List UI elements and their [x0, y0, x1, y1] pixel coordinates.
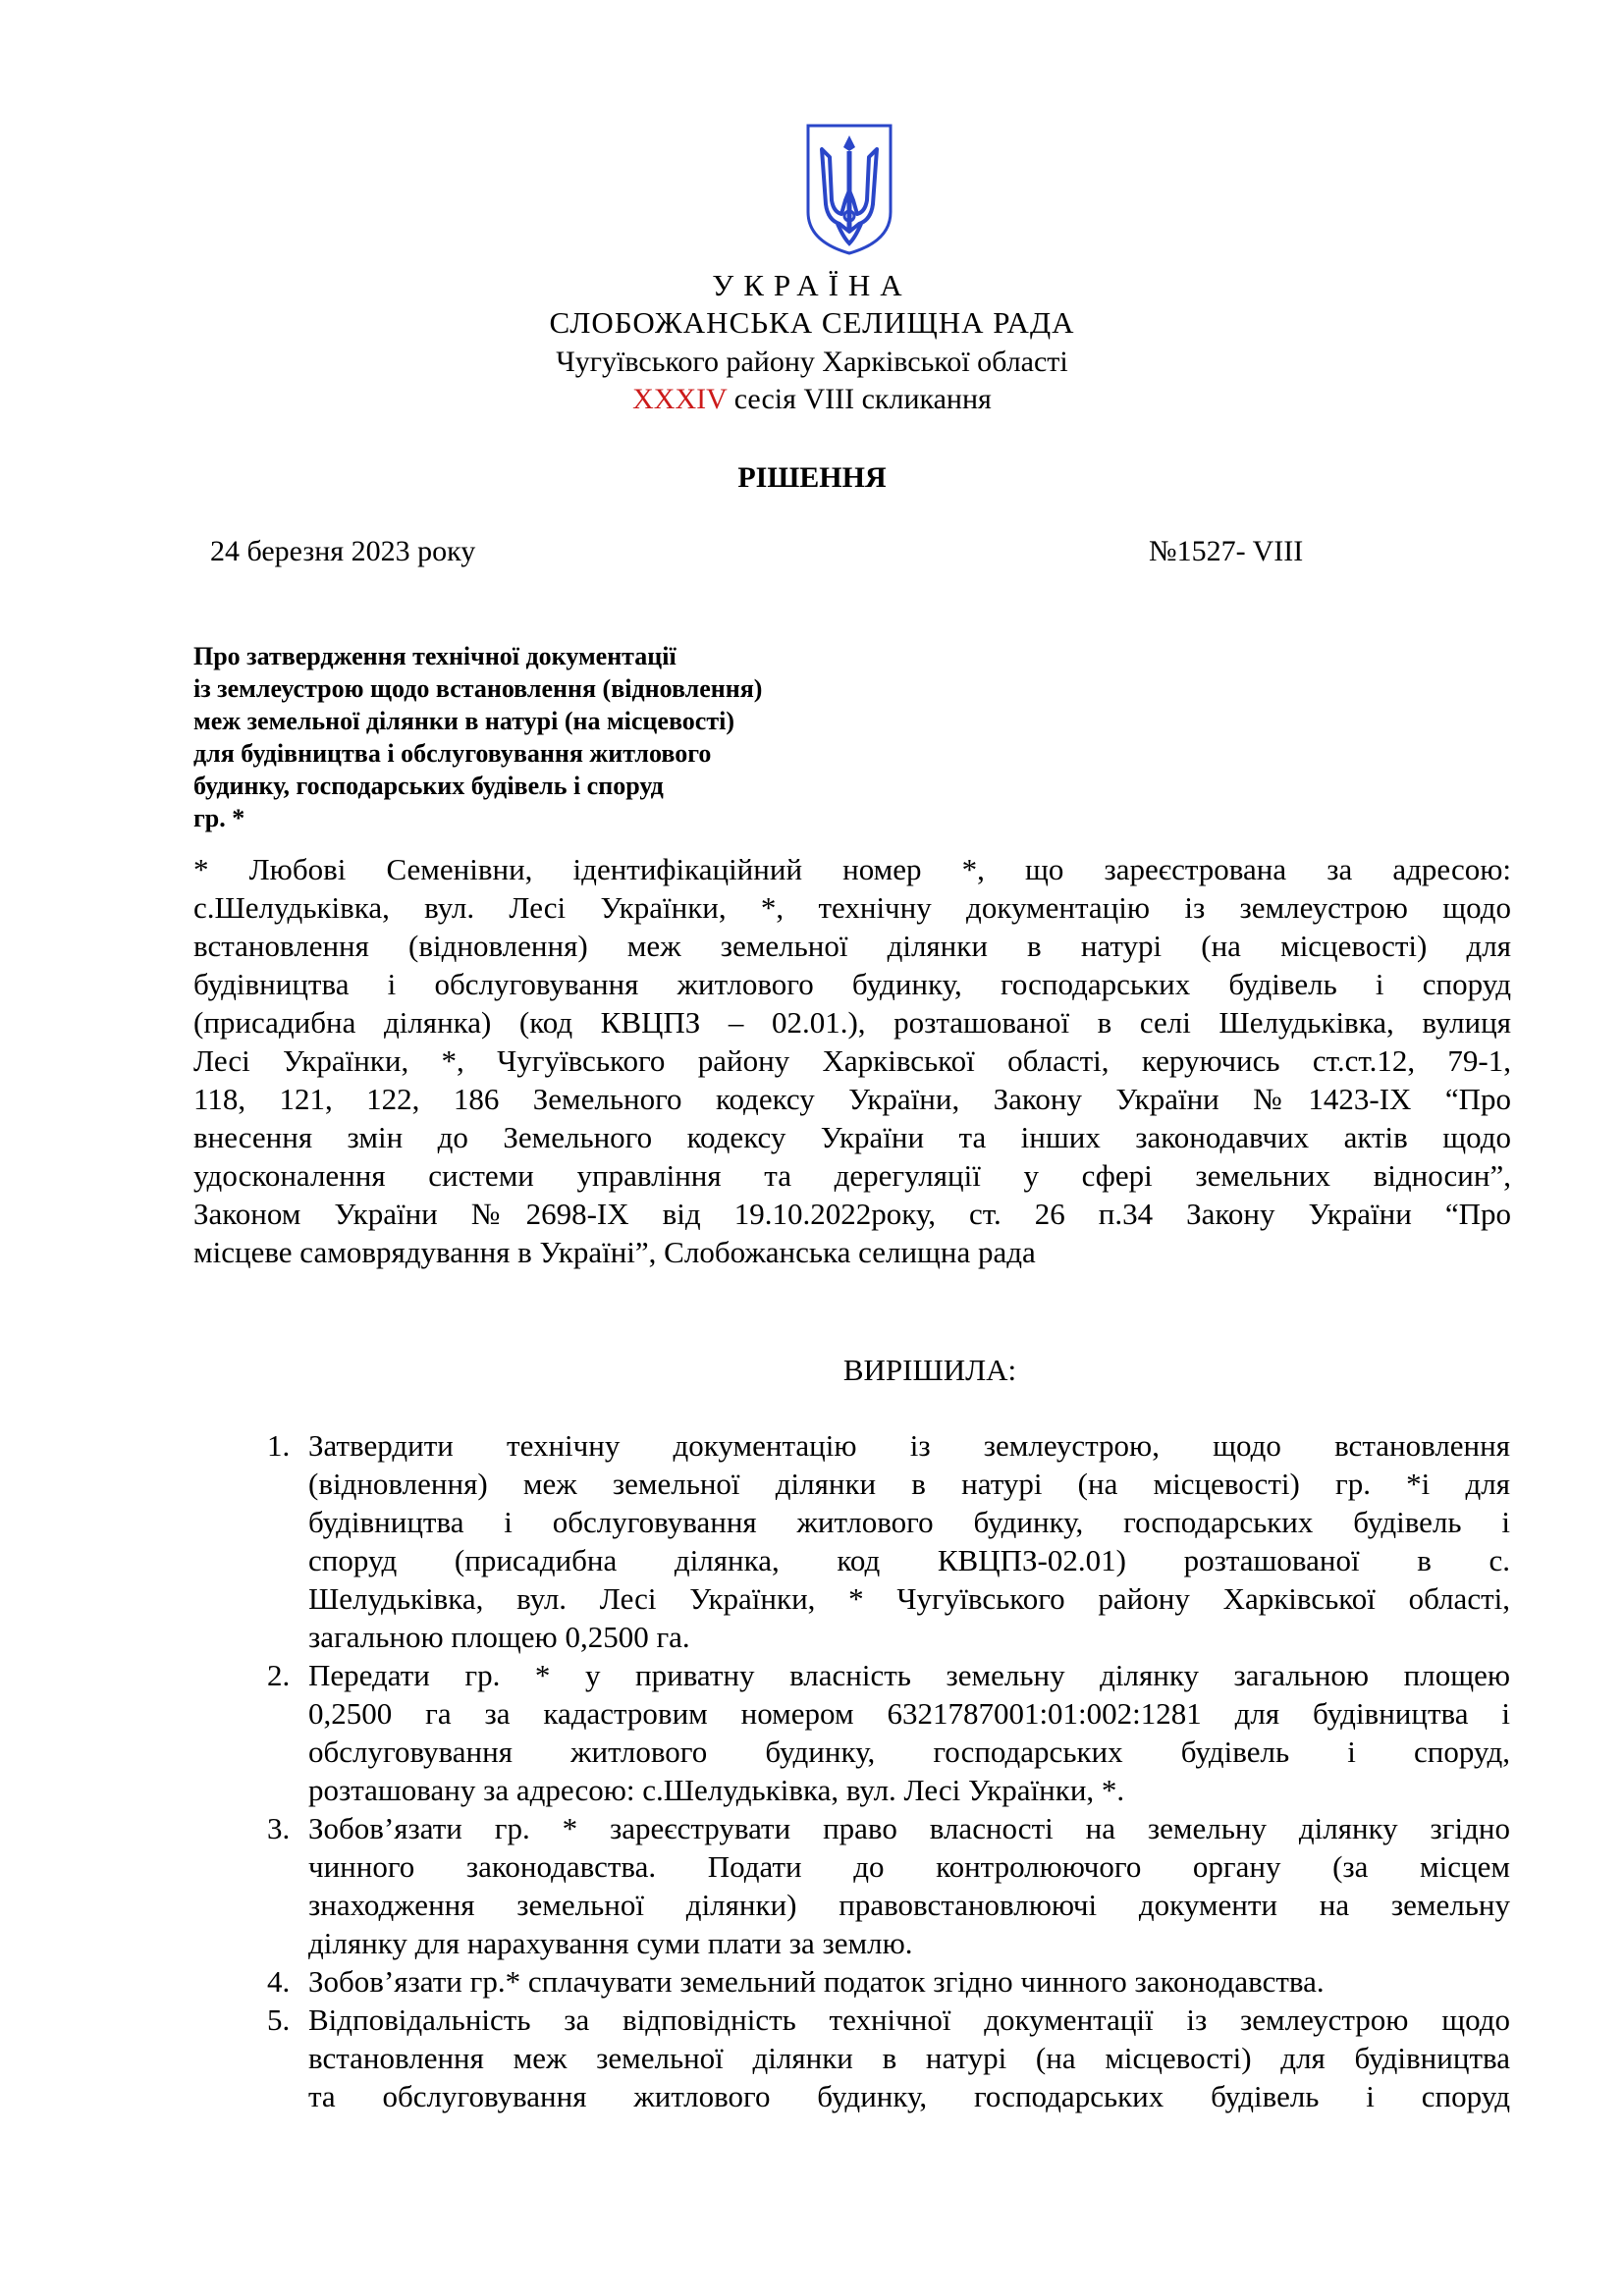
trident-coat-of-arms-icon	[804, 122, 894, 257]
item-line: та обслуговування житлового будинку, господарських будівель і споруд	[308, 2079, 1510, 2113]
preamble-line: Лесі Українки, *, Чугуївського району Харківської області, керуючись ст.ст.12, 79-1,	[193, 1043, 1511, 1078]
session-convocation: сесія VIII скликання	[727, 383, 992, 415]
preamble-line: удосконалення системи управління та дерегуляції у сфері земельних відносин”,	[193, 1158, 1511, 1193]
subject-line: меж земельної ділянки в натурі (на місцевості)	[193, 707, 735, 735]
subject-line: Про затвердження технічної документації	[193, 642, 677, 670]
decision-subject	[193, 640, 920, 834]
item-line: чинного законодавства. Подати до контролюючого органу (за місцем	[308, 1849, 1510, 1884]
decision-title: РІШЕННЯ	[737, 461, 887, 494]
preamble-line: встановлення (відновлення) меж земельної ділянки в натурі (на місцевості) для	[193, 929, 1511, 963]
item-number: 2.	[267, 1658, 291, 1692]
subject-line: із землеустрою щодо встановлення (відновлення)	[193, 674, 763, 703]
decision-item	[267, 1656, 1510, 1809]
preamble-line: будівництва і обслуговування житлового будинку, господарських будівель і споруд	[193, 967, 1511, 1001]
preamble-line: * Любові Семенівни, ідентифікаційний номер *, що зареєстрована за адресою:	[193, 852, 1511, 886]
subject-line: гр. *	[193, 804, 245, 832]
preamble-line: с.Шелудьківка, вул. Лесі Українки, *, технічну документацію із землеустрою щодо	[193, 890, 1511, 925]
decision-item	[267, 1962, 1510, 2001]
item-line: розташовану за адресою: с.Шелудьківка, вул. Лесі Українки, *.	[308, 1773, 1125, 1807]
subject-line: будинку, господарських будівель і споруд	[193, 772, 664, 800]
item-line: Зобов’язати гр. * зареєструвати право власності на земельну ділянку згідно	[308, 1811, 1510, 1845]
item-line: Передати гр. * у приватну власність земельну ділянку загальною площею	[308, 1658, 1510, 1692]
item-line: споруд (присадибна ділянка, код КВЦПЗ-02.01) розташованої в с.	[308, 1543, 1510, 1577]
decision-date: 24 березня 2023 року	[210, 535, 476, 567]
preamble-paragraph	[193, 850, 1511, 1271]
item-number: 4.	[267, 1964, 291, 1999]
session-number: XXXIV	[632, 383, 728, 415]
subject-line: для будівництва і обслуговування житлового	[193, 739, 712, 768]
decision-item	[267, 1426, 1510, 1656]
preamble-line: внесення змін до Земельного кодексу України та інших законодавчих актів щодо	[193, 1120, 1511, 1154]
item-line: ділянку для нарахування суми плати за землю.	[308, 1926, 913, 1960]
item-line: знаходження земельної ділянки) правовстановлюючі документи на земельну	[308, 1888, 1510, 1922]
decision-number: №1527- VIII	[1149, 535, 1304, 567]
item-line: загальною площею 0,2500 га.	[308, 1620, 690, 1654]
preamble-line: (присадибна ділянка) (код КВЦПЗ – 02.01.), розташованої в селі Шелудьківка, вулиця	[193, 1005, 1511, 1040]
district-name: Чугуївського району Харківської області	[556, 346, 1068, 378]
item-number: 3.	[267, 1811, 291, 1845]
council-name: СЛОБОЖАНСЬКА СЕЛИЩНА РАДА	[549, 305, 1075, 340]
item-number: 1.	[267, 1428, 291, 1463]
item-number: 5.	[267, 2002, 291, 2037]
decision-items	[267, 1426, 1510, 2115]
session-line	[0, 381, 1624, 418]
decision-item	[267, 1809, 1510, 1962]
item-line: 0,2500 га за кадастровим номером 6321787001:01:002:1281 для будівництва і	[308, 1696, 1510, 1731]
item-line: Зобов’язати гр.* сплачувати земельний податок згідно чинного законодавства.	[308, 1964, 1325, 1999]
item-line: будівництва і обслуговування житлового будинку, господарських будівель і	[308, 1505, 1510, 1539]
item-line: встановлення меж земельної ділянки в натурі (на місцевості) для будівництва	[308, 2041, 1510, 2075]
resolved-heading: ВИРІШИЛА:	[842, 1353, 1017, 1387]
country-name: УКРАЇНА	[712, 268, 912, 302]
item-line: Відповідальність за відповідність технічної документації із землеустрою щодо	[308, 2002, 1510, 2037]
preamble-line: місцеве самоврядування в Україні”, Слобожанська селищна рада	[193, 1235, 1036, 1269]
item-line: Затвердити технічну документацію із землеустрою, щодо встановлення	[308, 1428, 1510, 1463]
item-line: Шелудьківка, вул. Лесі Українки, * Чугуївського району Харківської області,	[308, 1581, 1510, 1616]
decision-item	[267, 2001, 1510, 2115]
preamble-line: Законом України №2698-IX від 19.10.2022року, ст. 26 п.34 Закону України “Про	[193, 1197, 1511, 1231]
item-line: (відновлення) меж земельної ділянки в натурі (на місцевості) гр. *і для	[308, 1467, 1510, 1501]
item-line: обслуговування житлового будинку, господарських будівель і споруд,	[308, 1735, 1510, 1769]
preamble-line: 118, 121, 122, 186 Земельного кодексу України, Закону України №1423-IX “Про	[193, 1082, 1511, 1116]
